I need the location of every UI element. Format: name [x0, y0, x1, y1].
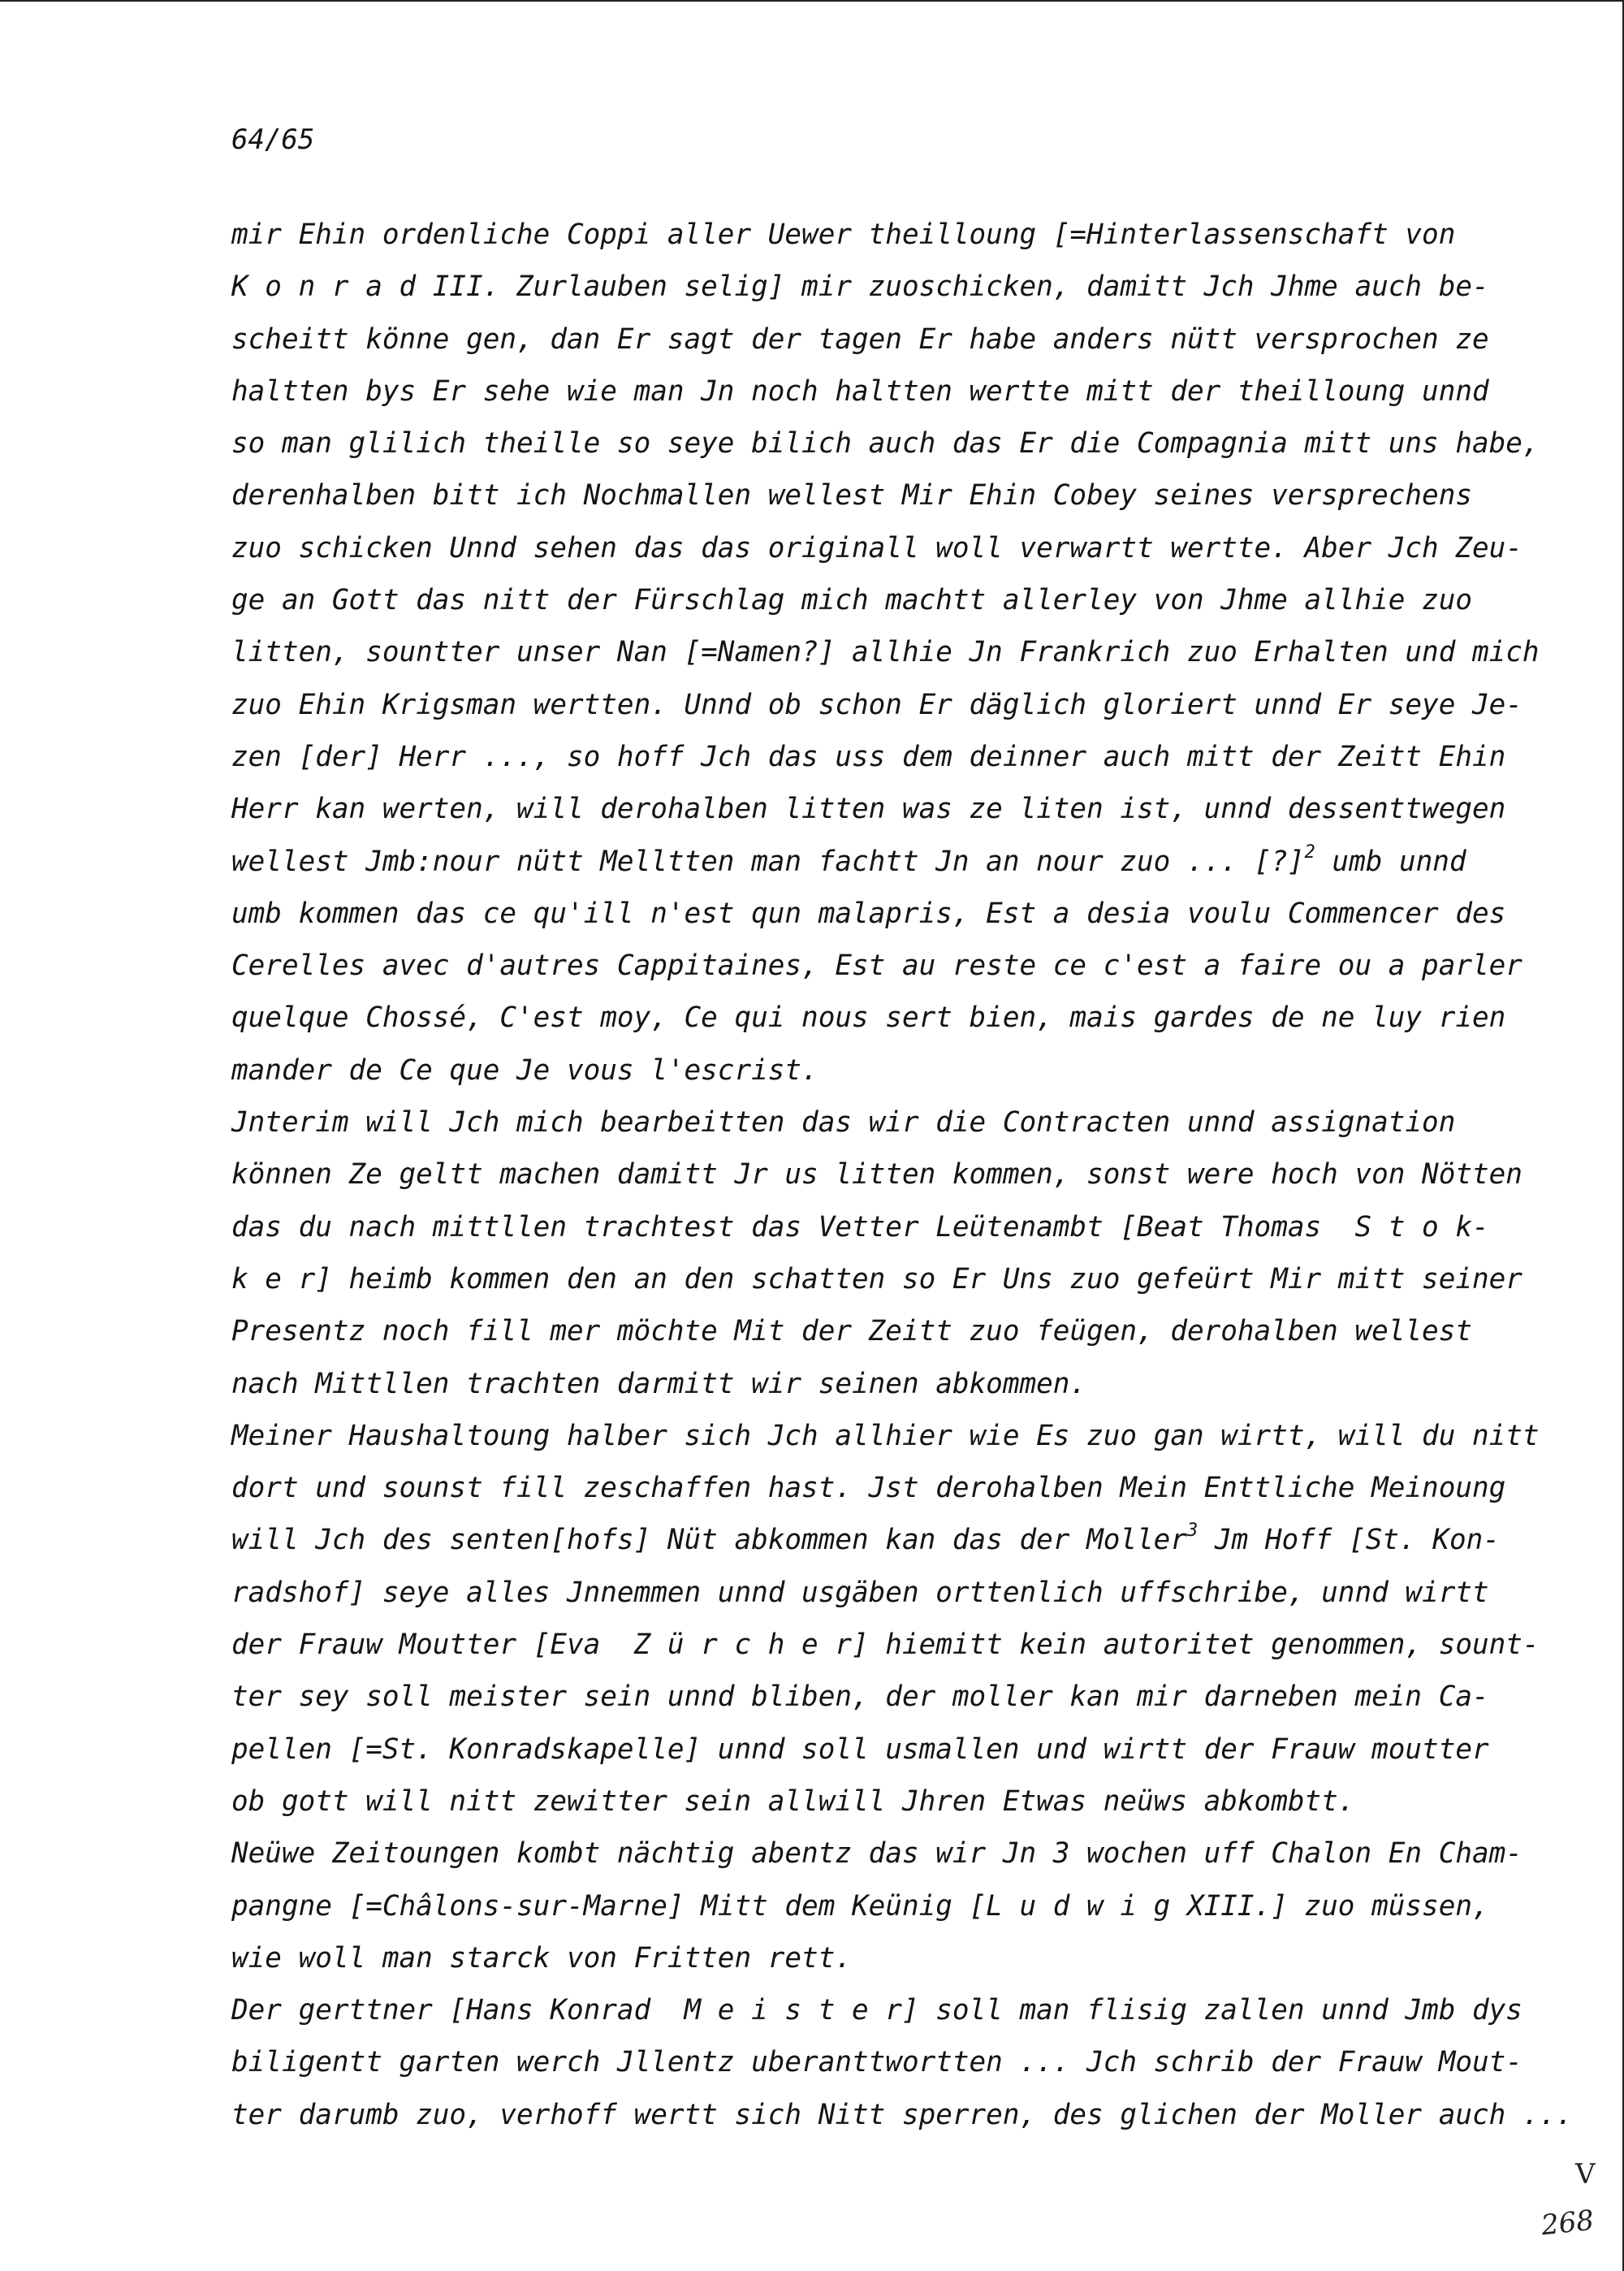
text-line: quelque Chossé, C'est moy, Ce qui nous sert bien, mais gardes de ne luy rien [231, 1001, 1506, 1035]
text-line-with-footnote [231, 1514, 1531, 1566]
text-line: haltten bys Er sehe wie man Jn noch haltten wertte mitt der theilloung unnd [231, 374, 1489, 408]
text-line: umb kommen das ce qu'ill n'est qun malapris, Est a desia voulu Commencer des [231, 897, 1506, 930]
text-line: dort und sounst fill zeschaffen hast. Jst derohalben Mein Enttliche Meinoung [231, 1472, 1506, 1505]
text-line: pangne [=Châlons-sur-Marne] Mitt dem Keünig [L u d w i g XIII.] zuo müssen, [231, 1889, 1489, 1923]
text-line: können Ze geltt machen damitt Jr us litten kommen, sonst were hoch von Nötten [231, 1158, 1522, 1192]
text-line: nach Mittllen trachten darmitt wir seinen abkommen. [231, 1367, 1087, 1400]
text-line: Presentz noch fill mer möchte Mit der Zeitt zuo feügen, derohalben wellest [231, 1315, 1472, 1348]
text-line: mir Ehin ordenliche Coppi aller Uewer theilloung [=Hinterlassenschaft von [231, 218, 1456, 251]
text-line: ter darumb zuo, verhoff wertt sich Nitt sperren, des glichen der Moller auch ... [231, 2098, 1573, 2131]
text-line: Herr kan werten, will derohalben litten was ze liten ist, unnd dessenttwegen [231, 793, 1506, 826]
text-line: ge an Gott das nitt der Fürschlag mich machtt allerley von Jhme allhie zuo [231, 584, 1472, 617]
text-line: pellen [=St. Konradskapelle] unnd soll usmallen und wirtt der Frauw moutter [231, 1732, 1489, 1766]
text-line-segment: Jm Hoff [St. Kon- [1198, 1524, 1500, 1557]
text-line: derenhalben bitt ich Nochmallen wellest Mir Ehin Cobey seines versprechens [231, 479, 1472, 513]
corner-mark: V [1575, 2158, 1596, 2191]
page-number: 64/65 [231, 123, 315, 156]
text-line: ter sey soll meister sein unnd bliben, der moller kan mir darneben mein Ca- [231, 1681, 1489, 1714]
footnote-marker: 2 [1304, 841, 1315, 863]
text-line: zuo Ehin Krigsman wertten. Unnd ob schon Er däglich gloriert unnd Er seye Je- [231, 688, 1522, 721]
text-line: K o n r a d III. Zurlauben selig] mir zuoschicken, damitt Jch Jhme auch be- [231, 270, 1489, 304]
text-line: zen [der] Herr ..., so hoff Jch das uss dem deinner auch mitt der Zeitt Ehin [231, 740, 1506, 773]
text-line: zuo schicken Unnd sehen das das originall woll verwartt wertte. Aber Jch Zeu- [231, 531, 1522, 565]
text-line-segment: will Jch des senten[hofs] Nüt abkommen kan das der Moller [231, 1524, 1187, 1557]
transcription-body [231, 209, 1573, 2141]
text-line: so man glilich theille so seye bilich auch das Er die Compagnia mitt uns habe, [231, 427, 1540, 461]
text-line-with-footnote [231, 836, 1531, 888]
text-line: ob gott will nitt zewitter sein allwill Jhren Etwas neüws abkombtt. [231, 1784, 1355, 1818]
text-line: Meiner Haushaltoung halber sich Jch allhier wie Es zuo gan wirtt, will du nitt [231, 1419, 1540, 1452]
text-line: radshof] seye alles Jnnemmen unnd usgäben orttenlich uffschribe, unnd wirtt [231, 1576, 1489, 1609]
text-line: der Frauw Moutter [Eva Z ü r c h e r] hiemitt kein autoritet genommen, sount- [231, 1629, 1540, 1662]
text-line: Cerelles avec d'autres Cappitaines, Est au reste ce c'est a faire ou a parler [231, 949, 1522, 983]
text-line: mander de Ce que Je vous l'escrist. [231, 1053, 818, 1087]
text-line: das du nach mittllen trachtest das Vetter Leütenambt [Beat Thomas S t o k- [231, 1210, 1489, 1244]
text-line: scheitt könne gen, dan Er sagt der tagen Er habe anders nütt versprochen ze [231, 322, 1489, 356]
text-line: wie woll man starck von Fritten rett. [231, 1941, 852, 1975]
footnote-marker: 3 [1186, 1520, 1199, 1542]
text-line: Jnterim will Jch mich bearbeitten das wir die Contracten unnd assignation [231, 1106, 1456, 1140]
text-line: Der gerttner [Hans Konrad M e i s t e r] soll man flisig zallen unnd Jmb dys [231, 1994, 1522, 2027]
text-line: Neüwe Zeitoungen kombt nächtig abentz das wir Jn 3 wochen uff Chalon En Cham- [231, 1837, 1522, 1871]
text-line-segment: wellest Jmb:nour nütt Melltten man fachtt Jn an nour zuo ... [?] [231, 845, 1305, 878]
text-line-segment: umb unnd [1315, 845, 1466, 878]
handwritten-folio-number: 268 [1540, 2204, 1596, 2243]
text-line: k e r] heimb kommen den an den schatten so Er Uns zuo gefeürt Mir mitt seiner [231, 1262, 1522, 1296]
text-line: biligentt garten werch Jllentz uberanttwortten ... Jch schrib der Frauw Mout- [231, 2046, 1522, 2079]
text-line: litten, sountter unser Nan [=Namen?] allhie Jn Frankrich zuo Erhalten und mich [231, 636, 1540, 669]
